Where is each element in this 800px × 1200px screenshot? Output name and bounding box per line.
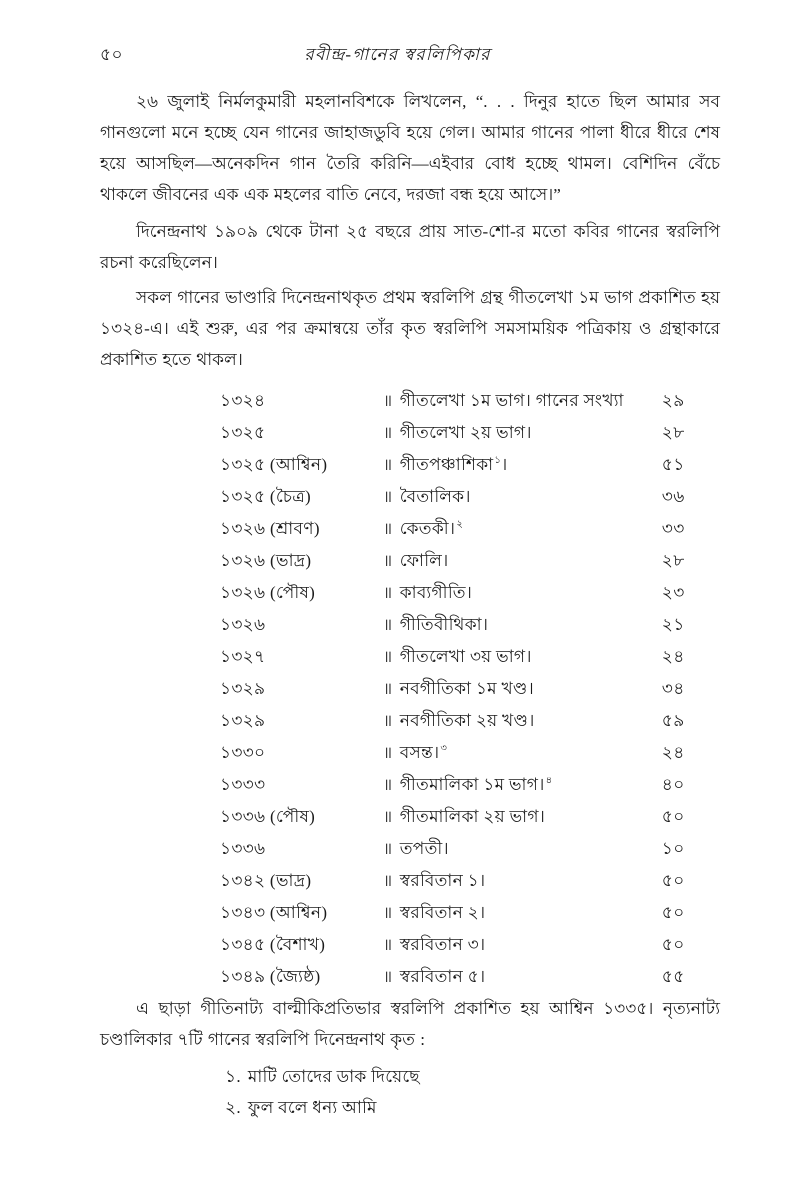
publication-title: গীতিবীথিকা। (399, 615, 489, 634)
publication-title: গীতলেখা ২য় ভাগ। (399, 423, 532, 442)
column-separator: ॥ (382, 553, 393, 570)
table-row (100, 577, 720, 609)
song-count: ৫৯ (661, 711, 685, 730)
running-head-title: রবীন্দ্র-গানের স্বরলিপিকার (304, 45, 491, 64)
table-row (100, 705, 720, 737)
footnote-marker: ১ (494, 455, 502, 467)
publication-date: ১৩২৯ (220, 679, 266, 698)
publication-date: ১৩৩৬ (পৌষ) (220, 807, 316, 826)
footnote-marker: ৪ (545, 775, 553, 787)
publication-title: গীতমালিকা ১ম ভাগ।$^৪$ (399, 775, 553, 794)
page-number: ৫০ (100, 45, 124, 64)
column-separator: ॥ (382, 617, 393, 634)
table-row (100, 929, 720, 961)
list-item (100, 1061, 720, 1092)
publication-date: ১৩৩৩ (220, 775, 266, 794)
publication-date: ১৩২৫ (আশ্বিন) (220, 455, 328, 474)
publication-title: স্বরবিতান ২। (399, 903, 486, 922)
publication-title: ফোলি। (399, 551, 449, 570)
list-item-number: ২. (225, 1098, 241, 1117)
song-count: ৩৪ (661, 679, 685, 698)
publication-table-body (100, 385, 720, 993)
column-separator: ॥ (382, 425, 393, 442)
table-row (100, 513, 720, 545)
song-count: ৫৫ (661, 967, 685, 986)
table-row (100, 673, 720, 705)
publication-title: বৈতালিক। (399, 487, 471, 506)
column-separator: ॥ (382, 777, 393, 794)
running-head (100, 42, 700, 66)
column-separator: ॥ (382, 489, 393, 506)
publication-title: তপতী। (399, 839, 449, 858)
publication-date: ১৩২৫ (220, 423, 266, 442)
paragraph-dinendranath-career: দিনেন্দ্রনাথ ১৯০৯ থেকে টানা ২৫ বছরে প্রায় সাত-শো-র মতো কবির গানের স্বরলিপি রচনা করেছিলেন। (100, 222, 720, 272)
publication-title: কাব্যগীতি। (399, 583, 473, 602)
table-row (100, 449, 720, 481)
publication-date: ১৩২৬ (220, 615, 266, 634)
publication-title: গীতমালিকা ২য় ভাগ। (399, 807, 546, 826)
table-row (100, 609, 720, 641)
column-separator: ॥ (382, 393, 393, 410)
column-separator: ॥ (382, 937, 393, 954)
table-row (100, 769, 720, 801)
publication-date: ১৩২৪ (220, 391, 266, 410)
publication-date: ১৩৪৯ (জ্যৈষ্ঠ) (220, 967, 321, 986)
publication-date: ১৩২৯ (220, 711, 266, 730)
text-block (100, 86, 720, 1123)
song-count: ১০ (661, 839, 685, 858)
table-row (100, 481, 720, 513)
song-count: ৩৬ (661, 487, 685, 506)
table-row (100, 897, 720, 929)
publication-date: ১৩২৬ (শ্রাবণ) (220, 519, 320, 538)
song-count: ৫০ (661, 903, 685, 922)
paragraph-first-notation-book: সকল গানের ভাণ্ডারি দিনেন্দ্রনাথকৃত প্রথম স্বরলিপি গ্রন্থ গীতলেখা ১ম ভাগ প্রকাশিত হয় ১৩২৪-এ। এই শুরু, এর পর ক্রমান্বয়ে তাঁর কৃত স্বরলিপি সমসাময়িক পত্রিকায় ও গ্রন্থাকারে প্রকাশিত হতে থাকল। (100, 288, 720, 369)
song-count: ৫০ (661, 807, 685, 826)
column-separator: ॥ (382, 713, 393, 730)
song-count: ৩৩ (661, 519, 685, 538)
publication-date: ১৩৪৩ (আশ্বিন) (220, 903, 328, 922)
publication-date: ১৩২৫ (চৈত্র) (220, 487, 311, 506)
column-separator: ॥ (382, 873, 393, 890)
song-count: ২৪ (661, 647, 685, 666)
publication-date: ১৩২৬ (ভাদ্র) (220, 551, 312, 570)
table-row (100, 385, 720, 417)
table-row (100, 641, 720, 673)
publication-title: নবগীতিকা ২য় খণ্ড। (399, 711, 535, 730)
publication-date: ১৩২৭ (220, 647, 266, 666)
song-count: ৫০ (661, 871, 685, 890)
column-separator: ॥ (382, 969, 393, 986)
table-row (100, 545, 720, 577)
column-separator: ॥ (382, 681, 393, 698)
publication-date: ১৩৩৬ (220, 839, 266, 858)
column-separator: ॥ (382, 809, 393, 826)
table-row (100, 801, 720, 833)
list-item-title: মাটি তোদের ডাক দিয়েছে (247, 1067, 420, 1086)
column-separator: ॥ (382, 905, 393, 922)
song-count: ৪০ (661, 775, 685, 794)
table-row (100, 961, 720, 993)
paragraph-letter-quote: ২৬ জুলাই নির্মলকুমারী মহলানবিশকে লিখলেন, “. . . দিনুর হাতে ছিল আমার সব গানগুলো মনে হচ্ছে যেন গানের জাহাজডুবি হয়ে গেল। আমার গানের পালা ধীরে ধীরে শেষ হয়ে আসছিল—অনেকদিন গান তৈরি করিনি—এইবার বোধ হচ্ছে থামল। বেশিদিন বেঁচে থাকলে জীবনের এক এক মহলের বাতি নেবে, দরজা বন্ধ হয়ে আসে।” (100, 92, 720, 204)
column-separator: ॥ (382, 585, 393, 602)
list-item (100, 1092, 720, 1123)
song-count: ২৮ (661, 423, 685, 442)
table-row (100, 833, 720, 865)
publication-title: কেতকী।$^২$ (399, 519, 464, 538)
song-count: ২৯ (661, 391, 685, 410)
song-count: ৫১ (661, 455, 685, 474)
column-separator: ॥ (382, 745, 393, 762)
publication-date: ১৩৪৫ (বৈশাখ) (220, 935, 326, 954)
publication-table (100, 385, 720, 993)
publication-date: ১৩৩০ (220, 743, 266, 762)
publication-title: নবগীতিকা ১ম খণ্ড। (399, 679, 535, 698)
song-list (100, 1061, 720, 1123)
publication-title: গীতপঞ্চাশিকা$^১$। (399, 455, 508, 474)
column-separator: ॥ (382, 841, 393, 858)
publication-title: স্বরবিতান ১। (399, 871, 486, 890)
list-item-title: ফুল বলে ধন্য আমি (247, 1098, 377, 1117)
publication-title: গীতলেখা ৩য় ভাগ। (399, 647, 532, 666)
publication-title: বসন্ত।$^৩$ (399, 743, 448, 762)
list-item-number: ১. (225, 1067, 241, 1086)
publication-title: স্বরবিতান ৩। (399, 935, 486, 954)
column-separator: ॥ (382, 649, 393, 666)
publication-date: ১৩৪২ (ভাদ্র) (220, 871, 312, 890)
footnote-marker: ৩ (440, 743, 448, 755)
publication-title: গীতলেখা ১ম ভাগ। গানের সংখ্যা (399, 391, 624, 410)
song-count: ২১ (661, 615, 685, 634)
footnote-marker: ২ (456, 519, 464, 531)
table-row (100, 737, 720, 769)
publication-date: ১৩২৬ (পৌষ) (220, 583, 316, 602)
publication-title: স্বরবিতান ৫। (399, 967, 486, 986)
song-count: ২৮ (661, 551, 685, 570)
table-row (100, 417, 720, 449)
column-separator: ॥ (382, 457, 393, 474)
paragraph-closing: এ ছাড়া গীতিনাট্য বাল্মীকিপ্রতিভার স্বরলিপি প্রকাশিত হয় আশ্বিন ১৩৩৫। নৃত্যনাট্য চণ্ডালিকার ৭টি গানের স্বরলিপি দিনেন্দ্রনাথ কৃত : (100, 999, 720, 1049)
song-count: ২৩ (661, 583, 685, 602)
table-row (100, 865, 720, 897)
song-count: ৫০ (661, 935, 685, 954)
song-count: ২৪ (661, 743, 685, 762)
column-separator: ॥ (382, 521, 393, 538)
